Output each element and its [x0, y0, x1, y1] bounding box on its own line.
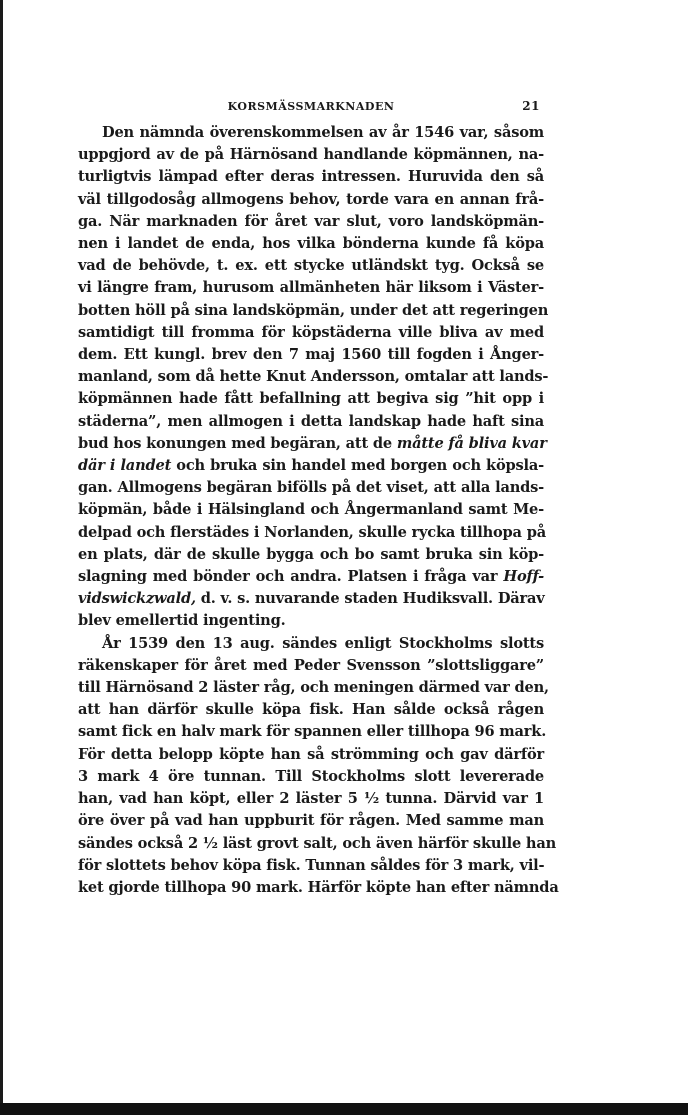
text-segment: vi längre fram, hurusom allmänheten här liksom i Väster-: [78, 279, 544, 297]
text-segment: turligtvis lämpad efter deras intressen. Huruvida den så: [78, 168, 544, 186]
text-segment: vad de behövde, t. ex. ett stycke utländskt tyg. Också se: [78, 257, 544, 275]
paragraph: [78, 633, 559, 899]
text-segment: För detta belopp köpte han så strömming och gav därför: [78, 745, 544, 763]
running-head-title: KORSMÄSSMARKNADEN: [227, 100, 395, 113]
text-segment: blev emellertid ingenting.: [78, 612, 286, 630]
text-segment: d. v. s. nuvarande staden Hudiksvall. Därav: [195, 590, 545, 608]
italic-phrase: måtte få bliva kvar: [396, 434, 547, 452]
text-line: [78, 766, 544, 788]
text-segment: uppgjord av de på Härnösand handlande köpmännen, na-: [78, 146, 544, 164]
text-line: [78, 544, 544, 566]
text-line: [78, 344, 544, 366]
text-segment: manland, som då hette Knut Andersson, omtalar att lands-: [78, 368, 549, 386]
text-segment: att han därför skulle köpa fisk. Han sålde också rågen: [78, 701, 544, 719]
text-segment: städerna”, men allmogen i detta landskap hade haft sina: [78, 412, 544, 430]
running-head: [78, 96, 544, 118]
text-segment: köpmännen hade fått befallning att begiva sig ”hit opp i: [78, 390, 544, 408]
text-line: [78, 610, 544, 632]
text-segment: en plats, där de skulle bygga och bo samt bruka sin köp-: [78, 545, 544, 563]
text-segment: slagning med bönder och andra. Platsen i fråga var: [78, 568, 504, 586]
page-edge-left: [0, 0, 3, 1115]
text-segment: Den nämnda överenskommelsen av år 1546 var, såsom: [102, 124, 544, 141]
text-segment: köpmän, både i Hälsingland och Ångermanland samt Me-: [78, 501, 544, 519]
text-line: [78, 144, 544, 166]
text-segment: bud hos konungen med begäran, att de: [78, 434, 397, 452]
text-line: [78, 522, 544, 544]
text-segment: År 1539 den 13 aug. sändes enligt Stockholms slotts: [102, 634, 544, 652]
text-segment: dem. Ett kungl. brev den 7 maj 1560 till fogden i Ånger-: [78, 346, 544, 364]
text-segment: till Härnösand 2 läster råg, och meningen därmed var den,: [78, 679, 549, 697]
text-line: [78, 499, 544, 521]
text-line: [78, 455, 544, 477]
text-segment: han, vad han köpt, eller 2 läster 5 ½ tunna. Därvid var 1: [78, 790, 544, 808]
text-segment: väl tillgodosåg allmogens behov, torde vara en annan frå-: [78, 190, 544, 208]
text-segment: samtidigt till fromma för köpstäderna ville bliva av med: [78, 323, 544, 341]
text-line: [78, 699, 544, 721]
text-segment: räkenskaper för året med Peder Svensson ”slottsliggare”: [78, 656, 544, 674]
text-line: [78, 211, 544, 233]
text-line: [78, 433, 547, 455]
text-line: [78, 233, 544, 255]
text-line: [78, 122, 544, 144]
text-line: [78, 477, 544, 499]
italic-phrase: vidswickzwald,: [78, 590, 196, 608]
text-segment: nen i landet de enda, hos vilka bönderna kunde få köpa: [78, 235, 544, 253]
text-line: [78, 655, 544, 677]
text-line: [78, 855, 544, 877]
text-line: [78, 300, 549, 322]
text-line: [78, 833, 557, 855]
text-line: [78, 366, 549, 388]
body-text: [78, 122, 559, 899]
text-line: [78, 588, 544, 610]
text-segment: ket gjorde tillhopa 90 mark. Härför köpte han efter nämnda: [78, 878, 559, 896]
text-segment: sändes också 2 ½ läst grovt salt, och även härför skulle han: [78, 834, 557, 852]
text-line: [78, 189, 544, 211]
text-segment: samt fick en halv mark för spannen eller tillhopa 96 mark.: [78, 723, 547, 741]
text-line: [78, 566, 544, 588]
text-segment: och bruka sin handel med borgen och köpsla-: [171, 457, 544, 475]
page-number: 21: [522, 99, 540, 113]
page-edge-bottom: [0, 1103, 688, 1115]
text-line: [78, 388, 544, 410]
text-segment: 3 mark 4 öre tunnan. Till Stockholms slott levererade: [78, 767, 544, 785]
text-segment: för slottets behov köpa fisk. Tunnan såldes för 3 mark, vil-: [78, 856, 545, 874]
text-line: [78, 277, 544, 299]
book-page: [78, 96, 559, 899]
text-line: [78, 166, 544, 188]
text-segment: botten höll på sina landsköpmän, under det att regeringen: [78, 301, 549, 319]
paragraph: [78, 122, 549, 633]
text-line: [78, 788, 544, 810]
italic-phrase: där i landet: [78, 457, 172, 475]
text-segment: delpad och flerstädes i Norlanden, skulle rycka tillhopa på: [78, 523, 546, 541]
text-segment: ga. När marknaden för året var slut, voro landsköpmän-: [78, 212, 544, 230]
text-line: [78, 255, 544, 277]
text-line: [78, 677, 549, 699]
text-segment: gan. Allmogens begäran bifölls på det viset, att alla lands-: [78, 479, 544, 497]
text-line: [78, 721, 547, 743]
text-line: [78, 633, 544, 655]
text-line: [78, 411, 544, 433]
text-line: [78, 877, 559, 899]
text-segment: öre över på vad han uppburit för rågen. Med samme man: [78, 812, 544, 830]
text-line: [78, 810, 544, 832]
italic-phrase: Hoff-: [503, 568, 544, 586]
text-line: [78, 322, 544, 344]
text-line: [78, 744, 544, 766]
